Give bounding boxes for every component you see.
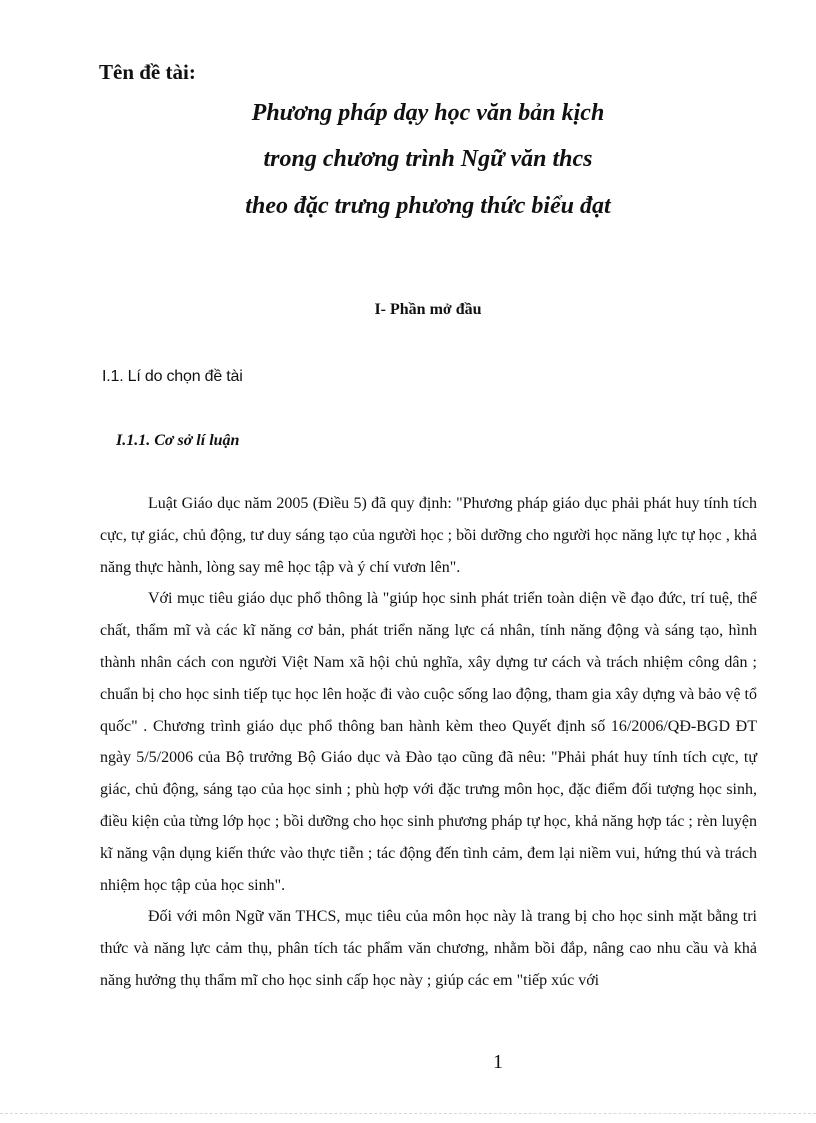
body-text	[100, 488, 757, 997]
section-heading: I- Phần mở đầu	[374, 301, 482, 318]
subsubsection-heading: I.1.1. Cơ sở lí luận	[116, 432, 240, 449]
page-number: 1	[493, 1051, 503, 1073]
page-boundary-divider	[0, 1113, 816, 1114]
paragraph: Luật Giáo dục năm 2005 (Điều 5) đã quy định: "Phương pháp giáo dục phải phát huy tính tích cực, tự giác, chủ động, tư duy sáng tạo của người học ; bồi dưỡng cho người học năng lực tự học , khả năng thực hành, lòng say mê học tập và ý chí vươn lên".	[100, 495, 757, 576]
paragraph: Đối với môn Ngữ văn THCS, mục tiêu của môn học này là trang bị cho học sinh mặt bằng tri thức và năng lực cảm thụ, phân tích tác phẩm văn chương, nhằm bồi đắp, nâng cao nhu cầu và khả năng hưởng thụ thẩm mĩ cho học sinh cấp học này ; giúp các em "tiếp xúc với	[100, 908, 757, 989]
title-line: Phương pháp dạy học văn bản kịch	[251, 100, 605, 126]
subsection-heading: I.1. Lí do chọn đề tài	[102, 368, 243, 385]
title-line: theo đặc trưng phương thức biểu đạt	[245, 193, 611, 219]
paragraph: Với mục tiêu giáo dục phổ thông là "giúp học sinh phát triển toàn diện về đạo đức, trí tuệ, thể chất, thẩm mĩ và các kĩ năng cơ bản, phát triển năng lực cá nhân, tính năng động và sáng tạo, hình thành nhân cách con người Việt Nam xã hội chủ nghĩa, xây dựng tư cách và trách nhiệm công dân ; chuẩn bị cho học sinh tiếp tục học lên hoặc đi vào cuộc sống lao động, tham gia xây dựng và bảo vệ tổ quốc" . Chương trình giáo dục phổ thông ban hành kèm theo Quyết định số 16/2006/QĐ-BGD ĐT ngày 5/5/2006 của Bộ trưởng Bộ Giáo dục và Đào tạo cũng đã nêu: "Phải phát huy tính tích cực, tự giác, chủ động, sáng tạo của học sinh ; phù hợp với đặc trưng môn học, đặc điểm đối tượng học sinh, điều kiện của từng lớp học ; bồi dưỡng cho học sinh phương pháp tự học, khả năng hợp tác ; rèn luyện kĩ năng vận dụng kiến thức vào thực tiễn ; tác động đến tình cảm, đem lại niềm vui, hứng thú và trách nhiệm học tập của học sinh".	[100, 590, 757, 894]
topic-label: Tên đề tài:	[99, 60, 196, 84]
title-line: trong chương trình Ngữ văn thcs	[263, 146, 593, 172]
